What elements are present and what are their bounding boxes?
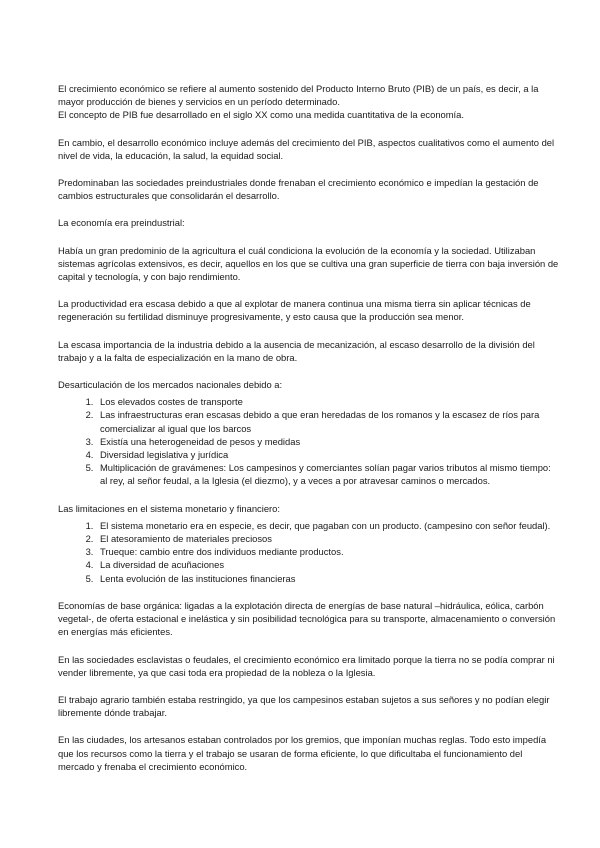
predominaban-paragraph: Predominaban las sociedades preindustriales donde frenaban el crecimiento económico e impedían la gestación de cambios estructurales que consolidarán el desarrollo. bbox=[58, 177, 539, 202]
productividad-paragraph: La productividad era escasa debido a que al explotar de manera continua una misma tierra sin aplicar técnicas de regeneración su fertilidad disminuye progresivamente, y esto causa que la producción sea menor. bbox=[58, 298, 531, 323]
list-item: 3. Trueque: cambio entre dos individuos mediante productos. bbox=[96, 545, 560, 558]
intro-line-2: El concepto de PIB fue desarrollado en el siglo XX como una medida cuantitativa de la economía. bbox=[58, 109, 464, 121]
agrario-paragraph: El trabajo agrario también estaba restringido, ya que los campesinos estaban sujetos a sus señores y no podían elegir libremente dónde trabajar. bbox=[58, 693, 550, 719]
industria-paragraph: La escasa importancia de la industria debido a la ausencia de mecanización, al escaso desarrollo de la división del trabajo y a la falta de especialización en la mano de obra. bbox=[58, 338, 535, 363]
desarrollo-paragraph: En cambio, el desarrollo económico incluye además del crecimiento del PIB, aspectos cualitativos como el aumento del nivel de vida, la educación, la salud, la equidad social. bbox=[58, 136, 555, 161]
agricultura-paragraph: Había un gran predominio de la agricultura el cuál condiciona la evolución de la economía y la sociedad. Utilizaban sistemas agrícolas extensivos, es decir, aquellos en los que se cultiva una gran superficie de tierra con baja inversión de capital y tecnología, y con bajo rendimiento. bbox=[58, 244, 559, 283]
list-item: 3. Existía una heterogeneidad de pesos y medidas bbox=[96, 435, 560, 448]
preindustrial-heading: La economía era preindustrial: bbox=[58, 217, 185, 229]
list-item: 4. Diversidad legislativa y jurídica bbox=[96, 448, 560, 461]
intro-line-1: El crecimiento económico se refiere al aumento sostenido del Producto Interno Bruto (PIB) de un país, es decir, a la mayor producción de bienes y servicios en un período determinado. bbox=[58, 83, 539, 108]
list-item: 4. La diversidad de acuñaciones bbox=[96, 558, 560, 571]
list-item: 1. El sistema monetario era en especie, es decir, que pagaban con un producto. (campesino con señor feudal). bbox=[96, 519, 560, 532]
list-item: 5. Lenta evolución de las instituciones financieras bbox=[96, 572, 560, 585]
intro-paragraph bbox=[58, 82, 560, 122]
limitaciones-list bbox=[58, 519, 560, 585]
desarticulacion-list bbox=[58, 395, 560, 487]
list-item: 2. Las infraestructuras eran escasas debido a que eran heredadas de los romanos y la escasez de ríos para comercializar al igual que los barcos bbox=[96, 408, 560, 434]
limitaciones-heading: Las limitaciones en el sistema monetario y financiero: bbox=[58, 502, 280, 514]
organica-paragraph: Economías de base orgánica: ligadas a la explotación directa de energías de base natural –hidráulica, eólica, carbón vegetal-, de oferta estacional e inelástica y sin posibilidad tecnológica para su transporte, almacenamiento o conversión en energías más eficientes. bbox=[58, 599, 556, 638]
list-item: 5. Multiplicación de gravámenes: Los campesinos y comerciantes solían pagar varios tributos al mismo tiempo: al rey, al señor feudal, a la Iglesia (el diezmo), y a veces a por atravesar caminos o mercados. bbox=[96, 461, 560, 487]
list-item: 1. Los elevados costes de transporte bbox=[96, 395, 560, 408]
desarticulacion-heading: Desarticulación de los mercados nacionales debido a: bbox=[58, 379, 283, 391]
ciudades-paragraph: En las ciudades, los artesanos estaban controlados por los gremios, que imponían muchas reglas. Todo esto impedía que los recursos como la tierra y el trabajo se usaran de forma eficiente, lo que dificultaba el funcionamiento del mercado y frenaba el crecimiento económico. bbox=[58, 734, 547, 772]
list-item: 2. El atesoramiento de materiales preciosos bbox=[96, 532, 560, 545]
esclavistas-paragraph: En las sociedades esclavistas o feudales, el crecimiento económico era limitado porque la tierra no se podía comprar ni vender libremente, ya que casi toda era propiedad de la nobleza o la Iglesia. bbox=[58, 653, 555, 678]
